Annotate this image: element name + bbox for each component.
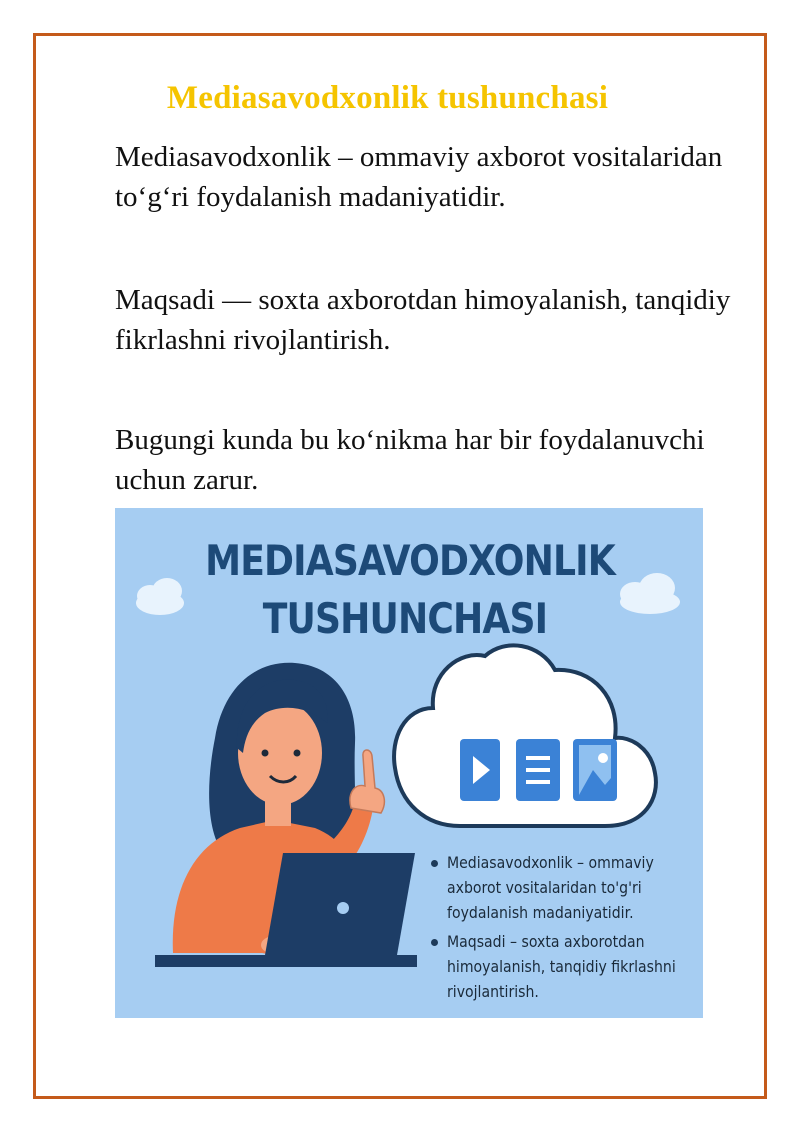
bullet-item: Maqsadi – soxta axborotdan himoyalanish, tanqidiy fikrlashni rivojlantirish. (429, 929, 699, 1004)
small-cloud-left-icon (136, 578, 184, 615)
bullet-item: Mediasavodxonlik – ommaviy axborot vositalaridan to'g'ri foydalanish madaniyatidir. (429, 850, 699, 925)
paragraph-importance: Bugungi kunda bu ko‘nikma har bir foydalanuvchi uchun zarur. (115, 424, 705, 496)
illustration (115, 508, 703, 1018)
page-title: Mediasavodxonlik tushunchasi (166, 80, 609, 116)
illustration-bullet-list (429, 850, 699, 1008)
illustration-title-line1: MEDIASAVODXONLIK (205, 536, 615, 585)
paragraph-definition: Mediasavodxonlik – ommaviy axborot vositalaridan to‘g‘ri foydalanish madaniyatidir. (115, 141, 723, 213)
cloud-icon (394, 645, 656, 826)
illustration-title-line2: TUSHUNCHASI (262, 594, 548, 643)
paragraph-purpose: Maqsadi — soxta axborotdan himoyalanish, tanqidiy fikrlashni rivojlantirish. (115, 284, 731, 356)
